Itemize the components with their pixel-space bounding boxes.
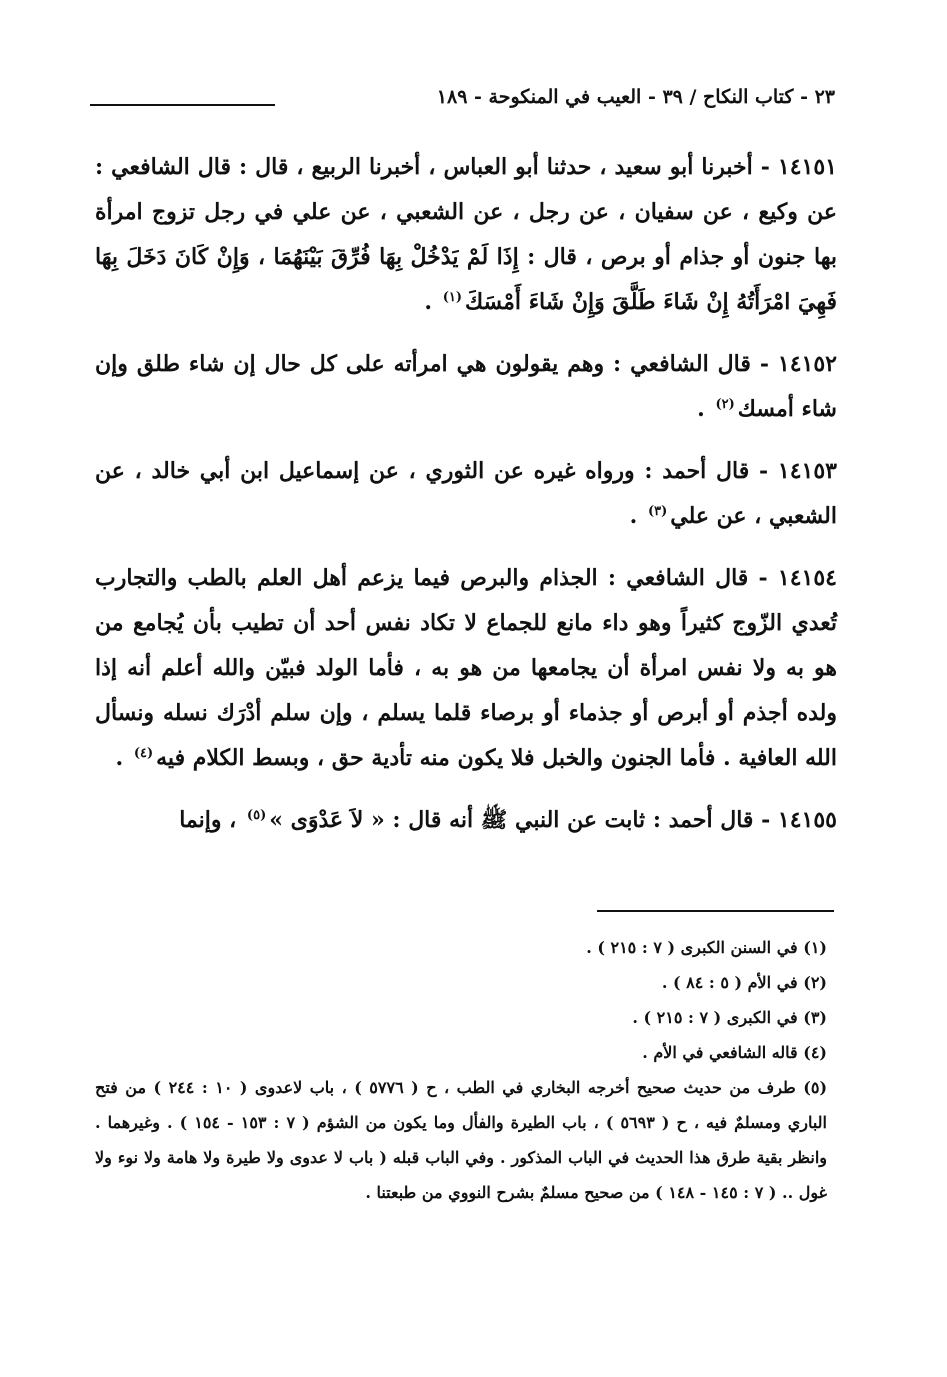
paragraph-14154: [95, 556, 837, 781]
paragraph-end: .: [629, 503, 645, 529]
paragraph-text: ١٤١٥٥ - قال أحمد : ثابت عن النبي ﷺ أنه قال : « لاَ عَدْوَى »: [269, 807, 837, 833]
footnote-1: (١) في السنن الكبرى ( ٧ : ٢١٥ ) .: [586, 938, 827, 957]
paragraph-14152: [95, 342, 837, 432]
footnote-ref: (٣): [647, 503, 668, 519]
paragraph-end: .: [697, 396, 713, 422]
footnote-separator: [597, 910, 834, 912]
paragraph-end: .: [115, 745, 131, 771]
paragraph-text: ١٤١٥٣ - قال أحمد : ورواه غيره عن الثوري ، عن إسماعيل ابن أبي خالد ، عن الشعبي ، عن علي: [95, 458, 837, 529]
footnote-ref: (٤): [133, 745, 154, 761]
footnotes: [95, 930, 837, 1210]
footnote-5: (٥) طرف من حديث صحيح أخرجه البخاري في الطب ، ح ( ٥٧٧٦ ) ، باب لاعدوى ( ١٠ : ٢٤٤ ) من فتح الباري ومسلمٌ فيه ، ح ( ٥٦٩٣ ) ، باب الطيرة والفأل وما يكون من الشؤم ( ٧ : ١٥٣ - ١٥٤ ) . وغيرهما . وانظر بقية طرق هذا الحديث في الباب المذكور . وفي الباب قبله ( باب لا عدوى ولا طيرة ولا هامة ولا نوء ولا غول .. ( ٧ : ١٤٥ - ١٤٨ ) من صحيح مسلمٌ بشرح النووي من طبعتنا .: [95, 1078, 828, 1202]
footnote-ref: (١): [442, 289, 462, 305]
paragraph-end: ، وإنما: [179, 807, 244, 833]
paragraph-text: ١٤١٥٤ - قال الشافعي : الجذام والبرص فيما يزعم أهل العلم بالطب والتجارب تُعدي الزّوج كثيراً وهو داء مانع للجماع لا تكاد نفس أحد أن تطيب بأن يُجامع من هو به ولا نفس امرأة أن يجامعها من هو به ، فأما الولد فبيّن والله أعلم أنه إذا ولده أجذم أو أبرص أو جذماء أو برصاء قلما يسلم ، وإن سلم أدْرَك نسله ونسأل الله العافية . فأما الجنون والخبل فلا يكون منه تأدية حق ، وبسط الكلام فيه: [95, 565, 837, 771]
footnote-2: (٢) في الأم ( ٥ : ٨٤ ) .: [661, 973, 827, 992]
footnote-ref: (٥): [246, 807, 267, 823]
paragraph-14155: [95, 798, 837, 843]
footnote-ref: (٢): [715, 396, 735, 412]
footnote-3: (٣) في الكبرى ( ٧ : ٢١٥ ) .: [632, 1008, 827, 1027]
paragraph-14151: [95, 145, 837, 325]
paragraph-14153: [95, 449, 837, 539]
header-title: ٢٣ - كتاب النكاح / ٣٩ - العيب في المنكوحة - ١٨٩: [436, 86, 835, 108]
header-rule: [90, 104, 275, 106]
running-header: [90, 86, 835, 118]
main-text: [95, 145, 837, 860]
paragraph-end: .: [424, 289, 440, 315]
paragraph-text: ١٤١٥١ - أخبرنا أبو سعيد ، حدثنا أبو العباس ، أخبرنا الربيع ، قال : قال الشافعي : عن وكيع ، عن سفيان ، عن رجل ، عن الشعبي ، عن علي في رجل تزوج امرأة بها جنون أو جذام أو برص ، قال : إِذَا لَمْ يَدْخُلْ بِهَا فُرِّقَ بَيْنَهُمَا ، وَإِنْ كَانَ دَخَلَ بِهَا فَهِيَ امْرَأَتُهُ إِنْ شَاءَ طَلَّقَ وَإِنْ شَاءَ أَمْسَكَ: [95, 154, 837, 315]
footnote-4: (٤) قاله الشافعي في الأم .: [642, 1043, 827, 1062]
paragraph-text: ١٤١٥٢ - قال الشافعي : وهم يقولون هي امرأته على كل حال إن شاء طلق وإن شاء أمسك: [95, 351, 837, 422]
